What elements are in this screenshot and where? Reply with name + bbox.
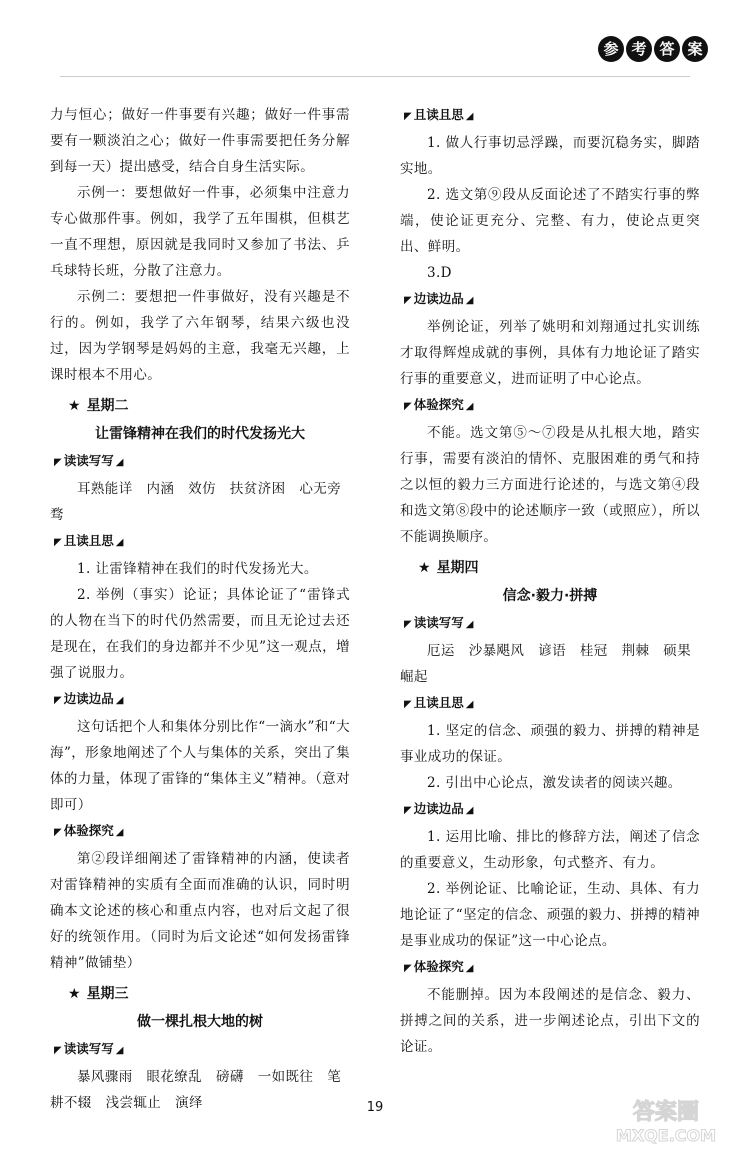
header-badge-char: 答 bbox=[654, 36, 680, 62]
watermark-text: 答案圈 bbox=[632, 1100, 700, 1125]
vocabulary-list: 耳熟能详 内涵 效仿 扶贫济困 心无旁骛 bbox=[50, 481, 342, 523]
day-heading: ★ 星期四 bbox=[418, 560, 479, 576]
paragraph: 1. 坚定的信念、顽强的毅力、拼搏的精神是事业成功的保证。 bbox=[400, 723, 700, 765]
corner-mark-icon: ◤ bbox=[54, 827, 62, 838]
corner-mark-icon: ◢ bbox=[115, 457, 124, 468]
corner-mark-icon: ◢ bbox=[465, 963, 474, 974]
corner-mark-icon: ◤ bbox=[404, 401, 412, 412]
corner-mark-icon: ◢ bbox=[115, 695, 124, 706]
left-column bbox=[50, 102, 350, 1116]
paragraph: 2. 引出中心论点，激发读者的阅读兴趣。 bbox=[427, 775, 682, 791]
section-title: 信念·毅力·拼搏 bbox=[502, 588, 598, 604]
corner-mark-icon: ◤ bbox=[54, 537, 62, 548]
corner-mark-icon: ◢ bbox=[115, 827, 124, 838]
right-column bbox=[400, 102, 706, 1060]
subsection-label: ◤ 边读边品 ◢ bbox=[400, 286, 700, 314]
paragraph: 不能。选文第⑤～⑦段是从扎根大地，踏实行事，需要有淡泊的情怀、克服困难的勇气和持之以恒的毅力三方面进行论述的，与选文第④段和选文第⑧段中的论述顺序一致（或照应），所以不能调换顺序。 bbox=[400, 425, 700, 545]
paragraph: 1. 运用比喻、排比的修辞方法，阐述了信念的重要意义，生动形象，句式整齐、有力。 bbox=[400, 829, 700, 871]
subsection-label: ◤ 边读边品 ◢ bbox=[400, 796, 700, 824]
corner-mark-icon: ◤ bbox=[54, 1045, 62, 1056]
header-badge-char: 考 bbox=[626, 36, 652, 62]
section-title: 让雷锋精神在我们的时代发扬光大 bbox=[95, 426, 305, 442]
subsection-label: ◤ 读读写写 ◢ bbox=[50, 448, 350, 476]
section-title: 做一棵扎根大地的树 bbox=[137, 1014, 263, 1030]
corner-mark-icon: ◢ bbox=[465, 699, 474, 710]
star-icon: ★ bbox=[68, 986, 81, 1002]
subsection-label: ◤ 且读且思 ◢ bbox=[400, 102, 700, 130]
day-heading: ★ 星期二 bbox=[68, 398, 129, 414]
corner-mark-icon: ◤ bbox=[404, 805, 412, 816]
vocabulary-list: 暴风骤雨 眼花缭乱 磅礴 一如既往 笔耕不辍 浅尝辄止 演绎 bbox=[50, 1069, 342, 1111]
paragraph: 1. 做人行事切忌浮躁，而要沉稳务实，脚踏实地。 bbox=[400, 135, 700, 177]
subsection-label: ◤ 读读写写 ◢ bbox=[50, 1036, 350, 1064]
corner-mark-icon: ◢ bbox=[465, 111, 474, 122]
header-badge-char: 案 bbox=[682, 36, 708, 62]
paragraph: 这句话把个人和集体分别比作“一滴水”和“大海”，形象地阐述了个人与集体的关系，突出了集体的力量，体现了雷锋的“集体主义”精神。（意对即可） bbox=[50, 719, 350, 813]
paragraph: 1. 让雷锋精神在我们的时代发扬光大。 bbox=[77, 561, 318, 577]
paragraph: 3.D bbox=[427, 265, 452, 281]
paragraph: 不能删掉。因为本段阐述的是信念、毅力、拼搏之间的关系，进一步阐述论点，引出下文的论证。 bbox=[400, 987, 700, 1055]
corner-mark-icon: ◢ bbox=[465, 295, 474, 306]
star-icon: ★ bbox=[68, 398, 81, 414]
subsection-label: ◤ 体验探究 ◢ bbox=[50, 818, 350, 846]
watermark-url: MXQE.COM bbox=[615, 1126, 717, 1145]
day-heading: ★ 星期三 bbox=[68, 986, 129, 1002]
paragraph: 2. 选文第⑨段从反面论述了不踏实行事的弊端，使论证更充分、完整、有力，使论点更突出、鲜明。 bbox=[400, 187, 700, 255]
corner-mark-icon: ◢ bbox=[465, 805, 474, 816]
corner-mark-icon: ◤ bbox=[404, 963, 412, 974]
subsection-label: ◤ 边读边品 ◢ bbox=[50, 686, 350, 714]
subsection-label: ◤ 读读写写 ◢ bbox=[400, 610, 700, 638]
subsection-label: ◤ 且读且思 ◢ bbox=[400, 690, 700, 718]
paragraph: 示例一：要想做好一件事，必须集中注意力专心做那件事。例如，我学了五年围棋，但棋艺一直不理想，原因就是我同时又参加了书法、乒乓球特长班，分散了注意力。 bbox=[50, 185, 350, 279]
header-divider bbox=[60, 76, 690, 77]
corner-mark-icon: ◤ bbox=[54, 457, 62, 468]
corner-mark-icon: ◤ bbox=[54, 695, 62, 706]
subsection-label: ◤ 且读且思 ◢ bbox=[50, 528, 350, 556]
subsection-label: ◤ 体验探究 ◢ bbox=[400, 392, 700, 420]
paragraph: 2. 举例论证、比喻论证，生动、具体、有力地论证了“坚定的信念、顽强的毅力、拼搏的精神是事业成功的保证”这一中心论点。 bbox=[400, 881, 700, 949]
corner-mark-icon: ◤ bbox=[404, 295, 412, 306]
header-badge-char: 参 bbox=[598, 36, 624, 62]
corner-mark-icon: ◢ bbox=[115, 537, 124, 548]
corner-mark-icon: ◤ bbox=[404, 619, 412, 630]
corner-mark-icon: ◤ bbox=[404, 111, 412, 122]
page-number: 19 bbox=[366, 1100, 384, 1115]
paragraph: 力与恒心；做好一件事要有兴趣；做好一件事需要有一颗淡泊之心；做好一件事需要把任务分解到每一天）提出感受，结合自身生活实际。 bbox=[50, 107, 350, 175]
paragraph: 示例二：要想把一件事做好，没有兴趣是不行的。例如，我学了六年钢琴，结果六级也没过，因为学钢琴是妈妈的主意，我毫无兴趣，上课时根本不用心。 bbox=[50, 289, 350, 383]
corner-mark-icon: ◤ bbox=[404, 699, 412, 710]
paragraph: 2. 举例（事实）论证；具体论证了“雷锋式的人物在当下的时代仍然需要，而且无论过去还是现在，在我们的身边都并不少见”这一观点，增强了说服力。 bbox=[50, 587, 350, 681]
star-icon: ★ bbox=[418, 560, 431, 576]
paragraph: 举例论证，列举了姚明和刘翔通过扎实训练才取得辉煌成就的事例，具体有力地论证了踏实行事的重要意义，进而证明了中心论点。 bbox=[400, 319, 700, 387]
header-badge bbox=[598, 36, 708, 62]
corner-mark-icon: ◢ bbox=[465, 401, 474, 412]
vocabulary-list: 厄运 沙暴飓风 谚语 桂冠 荆棘 硕果 崛起 bbox=[400, 643, 706, 685]
watermark-logo bbox=[596, 1091, 736, 1147]
paragraph: 第②段详细阐述了雷锋精神的内涵，使读者对雷锋精神的实质有全面而准确的认识，同时明确本文论述的核心和重点内容，也对后文起了很好的统领作用。（同时为后文论述“如何发扬雷锋精神”做铺垫） bbox=[50, 851, 350, 971]
subsection-label: ◤ 体验探究 ◢ bbox=[400, 954, 700, 982]
corner-mark-icon: ◢ bbox=[115, 1045, 124, 1056]
corner-mark-icon: ◢ bbox=[465, 619, 474, 630]
